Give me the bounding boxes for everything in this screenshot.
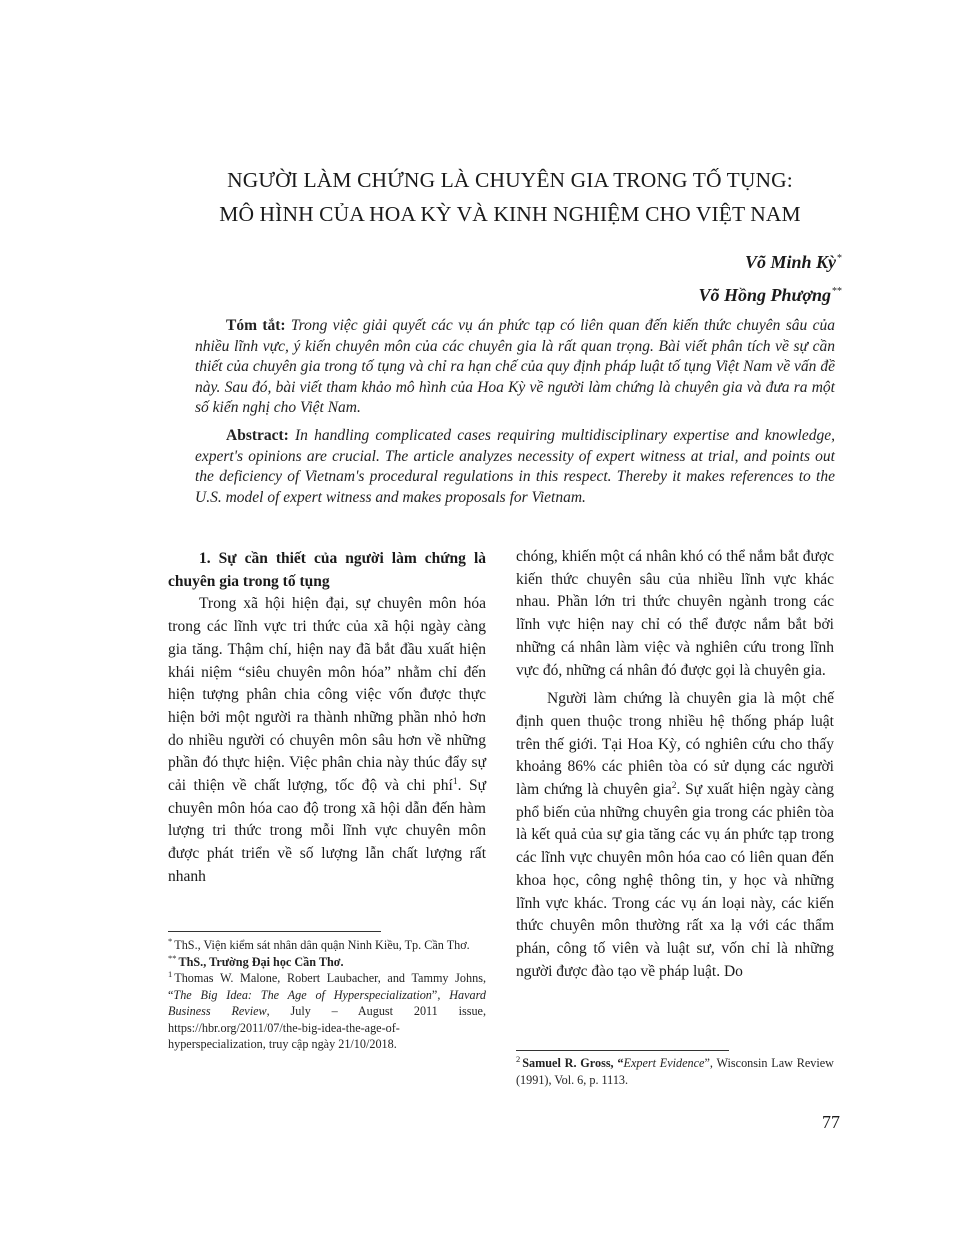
footnote-text: ”, Wisconsin Law Review (1991), Vol. 6, p. 1113. bbox=[516, 1056, 834, 1087]
author-2 bbox=[520, 277, 842, 310]
footnote-divider bbox=[168, 931, 381, 932]
paragraph-text: Người làm chứng là chuyên gia là một chế định quen thuộc trong nhiều hệ thống pháp luật trên thế giới. Tại Hoa Kỳ, có nghiên cứu cho thấy khoảng 86% các phiên tòa có sử dụng các người làm chứng là chuyên gia bbox=[516, 690, 834, 799]
footnote-title: Expert Evidence bbox=[623, 1056, 705, 1070]
paragraph-text: . Sự chuyên môn hóa cao độ trong xã hội dẫn đến hàm lượng tri thức trong mỗi lĩnh vực chuyên môn được phát triển về số lượng lẫn chất lượng rất nhanh bbox=[168, 777, 486, 885]
title-line-1: NGƯỜI LÀM CHỨNG LÀ CHUYÊN GIA TRONG TỐ TỤNG: bbox=[227, 168, 793, 192]
footnote-divider bbox=[516, 1050, 729, 1051]
paragraph-text: Trong xã hội hiện đại, sự chuyên môn hóa trong các lĩnh vực tri thức của xã hội ngày càng gia tăng. Thậm chí, hiện nay đã bắt đầu xuất hiện khái niệm “siêu chuyên môn hóa” nhằm chỉ đến hiện tượng phân chia công việc vốn được thực hiện bởi một người ra thành những phần nhỏ hơn do nhiều người có chuyên môn sâu hơn về những phần đó thực hiện. Việc phân chia này thúc đẩy sự cải thiện về chất lượng, tốc độ và chi phí bbox=[168, 595, 486, 795]
footnote bbox=[516, 1055, 834, 1088]
footnote-text: ThS., Trường Đại học Cần Thơ. bbox=[178, 954, 344, 969]
footnote-marker: * bbox=[168, 936, 173, 946]
article-title bbox=[120, 163, 900, 231]
english-abstract bbox=[195, 426, 835, 508]
footnote-text: ThS., Viện kiểm sát nhân dân quận Ninh Kiều, Tp. Cần Thơ. bbox=[174, 938, 470, 952]
footnote-text: , July – August 2011 issue, https://hbr.org/2011/07/the-big-idea-the-age-of-hyperspecialization, truy cập ngày 21/10/2018. bbox=[168, 1004, 486, 1051]
summary-text: Trong việc giải quyết các vụ án phức tạp có liên quan đến kiến thức chuyên sâu của nhiều lĩnh vực, ý kiến chuyên môn của các chuyên gia là rất quan trọng. Bài viết phân tích về sự cần thiết của chuyên gia trong tố tụng và chỉ ra hạn chế của quy định pháp luật tố tụng Việt Nam về vấn đề này. Sau đó, bài viết tham khảo mô hình của Hoa Kỳ về người làm chứng là chuyên gia và đưa ra một số kiến nghị cho Việt Nam. bbox=[195, 317, 835, 416]
abstract-text: In handling complicated cases requiring multidisciplinary expertise and knowledge, expert's opinions are crucial. The article analyzes necessity of expert witness at trial, and points out the deficiency of Vietnam's procedural regulations in this respect. Thereby it makes references to the U.S. model of expert witness and makes proposals for Vietnam. bbox=[195, 427, 835, 506]
author-name: Võ Hồng Phượng bbox=[698, 285, 831, 305]
section-heading: 1. Sự cần thiết của người làm chứng là chuyên gia trong tố tụng bbox=[168, 550, 486, 590]
abstract-label: Abstract: bbox=[226, 427, 289, 444]
footnote-marker: ** bbox=[168, 952, 177, 963]
footnote-text: ”, bbox=[431, 987, 450, 1002]
body-paragraph bbox=[516, 688, 834, 983]
footnote-journal: Havard Business Review bbox=[168, 987, 486, 1018]
title-line-2: MÔ HÌNH CỦA HOA KỲ VÀ KINH NGHIỆM CHO VIỆT NAM bbox=[219, 202, 801, 226]
paragraph-text: . Sự xuất hiện ngày càng phổ biến của những chuyên gia trong các phiên tòa là kết quả của sự gia tăng các vụ án phức tạp trong các lĩnh vực chuyên môn hóa cao có liên quan đến khoa học, công nghệ thông tin, y học và những lĩnh vực khác. Trong các vụ án loại này, các kiến thức chuyên môn thường rất xa lạ với các thẩm phán, công tố viên và luật sư, vốn chỉ là những người được đào tạo về pháp luật. Do bbox=[516, 781, 834, 980]
footnotes-left bbox=[168, 937, 486, 1053]
footnote-ref: 2 bbox=[671, 781, 677, 792]
author-name: Võ Minh Kỳ bbox=[744, 252, 836, 272]
left-column bbox=[168, 548, 486, 889]
footnote-marker: 2 bbox=[516, 1054, 521, 1064]
footnote-authors: Samuel R. Gross, “ bbox=[522, 1056, 624, 1070]
author-footnote-mark: * bbox=[837, 253, 842, 264]
footnotes-right bbox=[516, 1055, 834, 1088]
footnote-title: The Big Idea: The Age of Hyperspecialization bbox=[173, 987, 432, 1002]
vietnamese-summary bbox=[195, 316, 835, 419]
right-column bbox=[516, 546, 834, 983]
body-paragraph: chóng, khiến một cá nhân khó có thể nắm bắt được kiến thức chuyên sâu của nhiều lĩnh vực khác nhau. Phần lớn tri thức chuyên ngành trong các lĩnh vực hiện nay chỉ có thể được nắm bắt bởi những cá nhân làm việc và nghiên cứu trong lĩnh vực đó, những cá nhân đó được gọi là chuyên gia. bbox=[516, 548, 834, 679]
footnote-authors: Thomas W. Malone, Robert Laubacher, and Tammy Johns, “ bbox=[168, 971, 486, 1002]
author-1 bbox=[520, 244, 842, 277]
footnote bbox=[168, 970, 486, 1053]
author-list bbox=[520, 244, 842, 310]
page-number: 77 bbox=[822, 1112, 840, 1132]
footnote-marker: 1 bbox=[168, 969, 173, 979]
footnote bbox=[168, 937, 486, 954]
footnote bbox=[168, 954, 486, 971]
body-paragraph bbox=[168, 593, 486, 888]
summary-label: Tóm tắt: bbox=[226, 317, 286, 334]
author-footnote-mark: ** bbox=[832, 286, 842, 297]
footnote-ref: 1 bbox=[452, 777, 458, 788]
